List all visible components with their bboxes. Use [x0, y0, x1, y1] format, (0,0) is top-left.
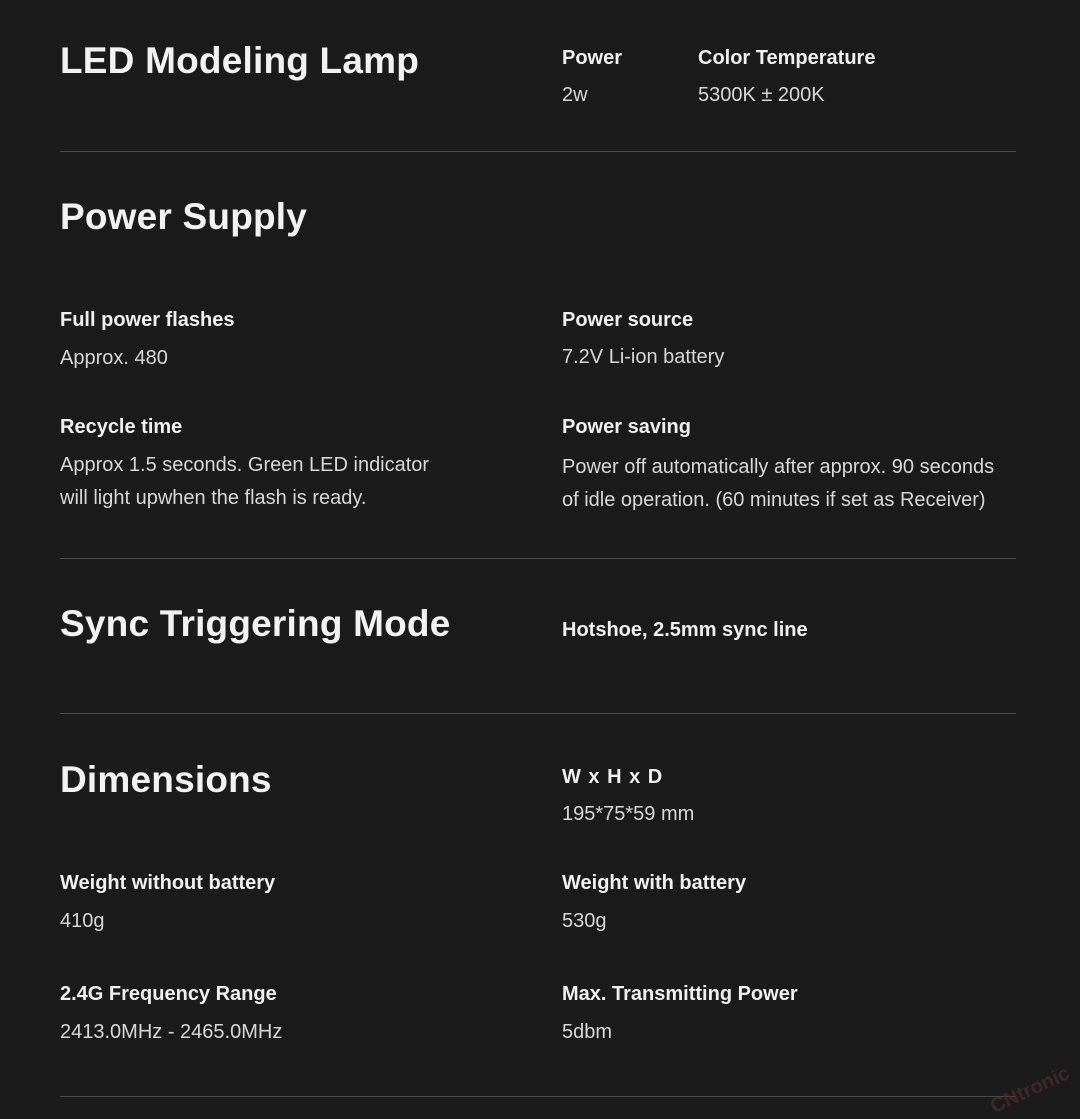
weight-with-battery-label: Weight with battery — [562, 872, 747, 894]
recycle-time-label: Recycle time — [60, 416, 183, 438]
recycle-time-value-line2: will light upwhen the flash is ready. — [60, 487, 367, 509]
sync-mode-title: Sync Triggering Mode — [60, 603, 451, 644]
power-saving-label: Power saving — [562, 416, 691, 438]
led-color-temp-value: 5300K ± 200K — [698, 84, 825, 106]
transmitting-power-label: Max. Transmitting Power — [562, 983, 798, 1005]
power-saving-value-line2: of idle operation. (60 minutes if set as Receiver) — [562, 489, 986, 511]
dimensions-title: Dimensions — [60, 759, 272, 800]
section-divider — [60, 1096, 1016, 1097]
full-power-flashes-value: Approx. 480 — [60, 347, 168, 369]
frequency-range-value: 2413.0MHz - 2465.0MHz — [60, 1021, 283, 1043]
transmitting-power-value: 5dbm — [562, 1021, 613, 1043]
power-source-label: Power source — [562, 309, 694, 331]
weight-with-battery-value: 530g — [562, 910, 607, 932]
whd-value: 195*75*59 mm — [562, 803, 695, 825]
sync-mode-value: Hotshoe, 2.5mm sync line — [562, 619, 808, 641]
frequency-range-label: 2.4G Frequency Range — [60, 983, 277, 1005]
full-power-flashes-label: Full power flashes — [60, 309, 235, 331]
section-divider — [60, 558, 1016, 559]
power-source-value: 7.2V Li-ion battery — [562, 346, 725, 368]
recycle-time-value-line1: Approx 1.5 seconds. Green LED indicator — [60, 454, 430, 476]
led-color-temp-label: Color Temperature — [698, 47, 876, 69]
section-divider — [60, 151, 1016, 152]
weight-without-battery-value: 410g — [60, 910, 105, 932]
led-power-label: Power — [562, 47, 623, 69]
whd-label: W x H x D — [562, 766, 664, 788]
power-saving-value-line1: Power off automatically after approx. 90 seconds — [562, 456, 995, 478]
section-divider — [60, 713, 1016, 714]
led-section-title: LED Modeling Lamp — [60, 40, 420, 81]
power-supply-title: Power Supply — [60, 196, 308, 237]
led-power-value: 2w — [562, 84, 588, 106]
watermark-logo: CNtronic — [986, 1062, 1073, 1118]
weight-without-battery-label: Weight without battery — [60, 872, 276, 894]
